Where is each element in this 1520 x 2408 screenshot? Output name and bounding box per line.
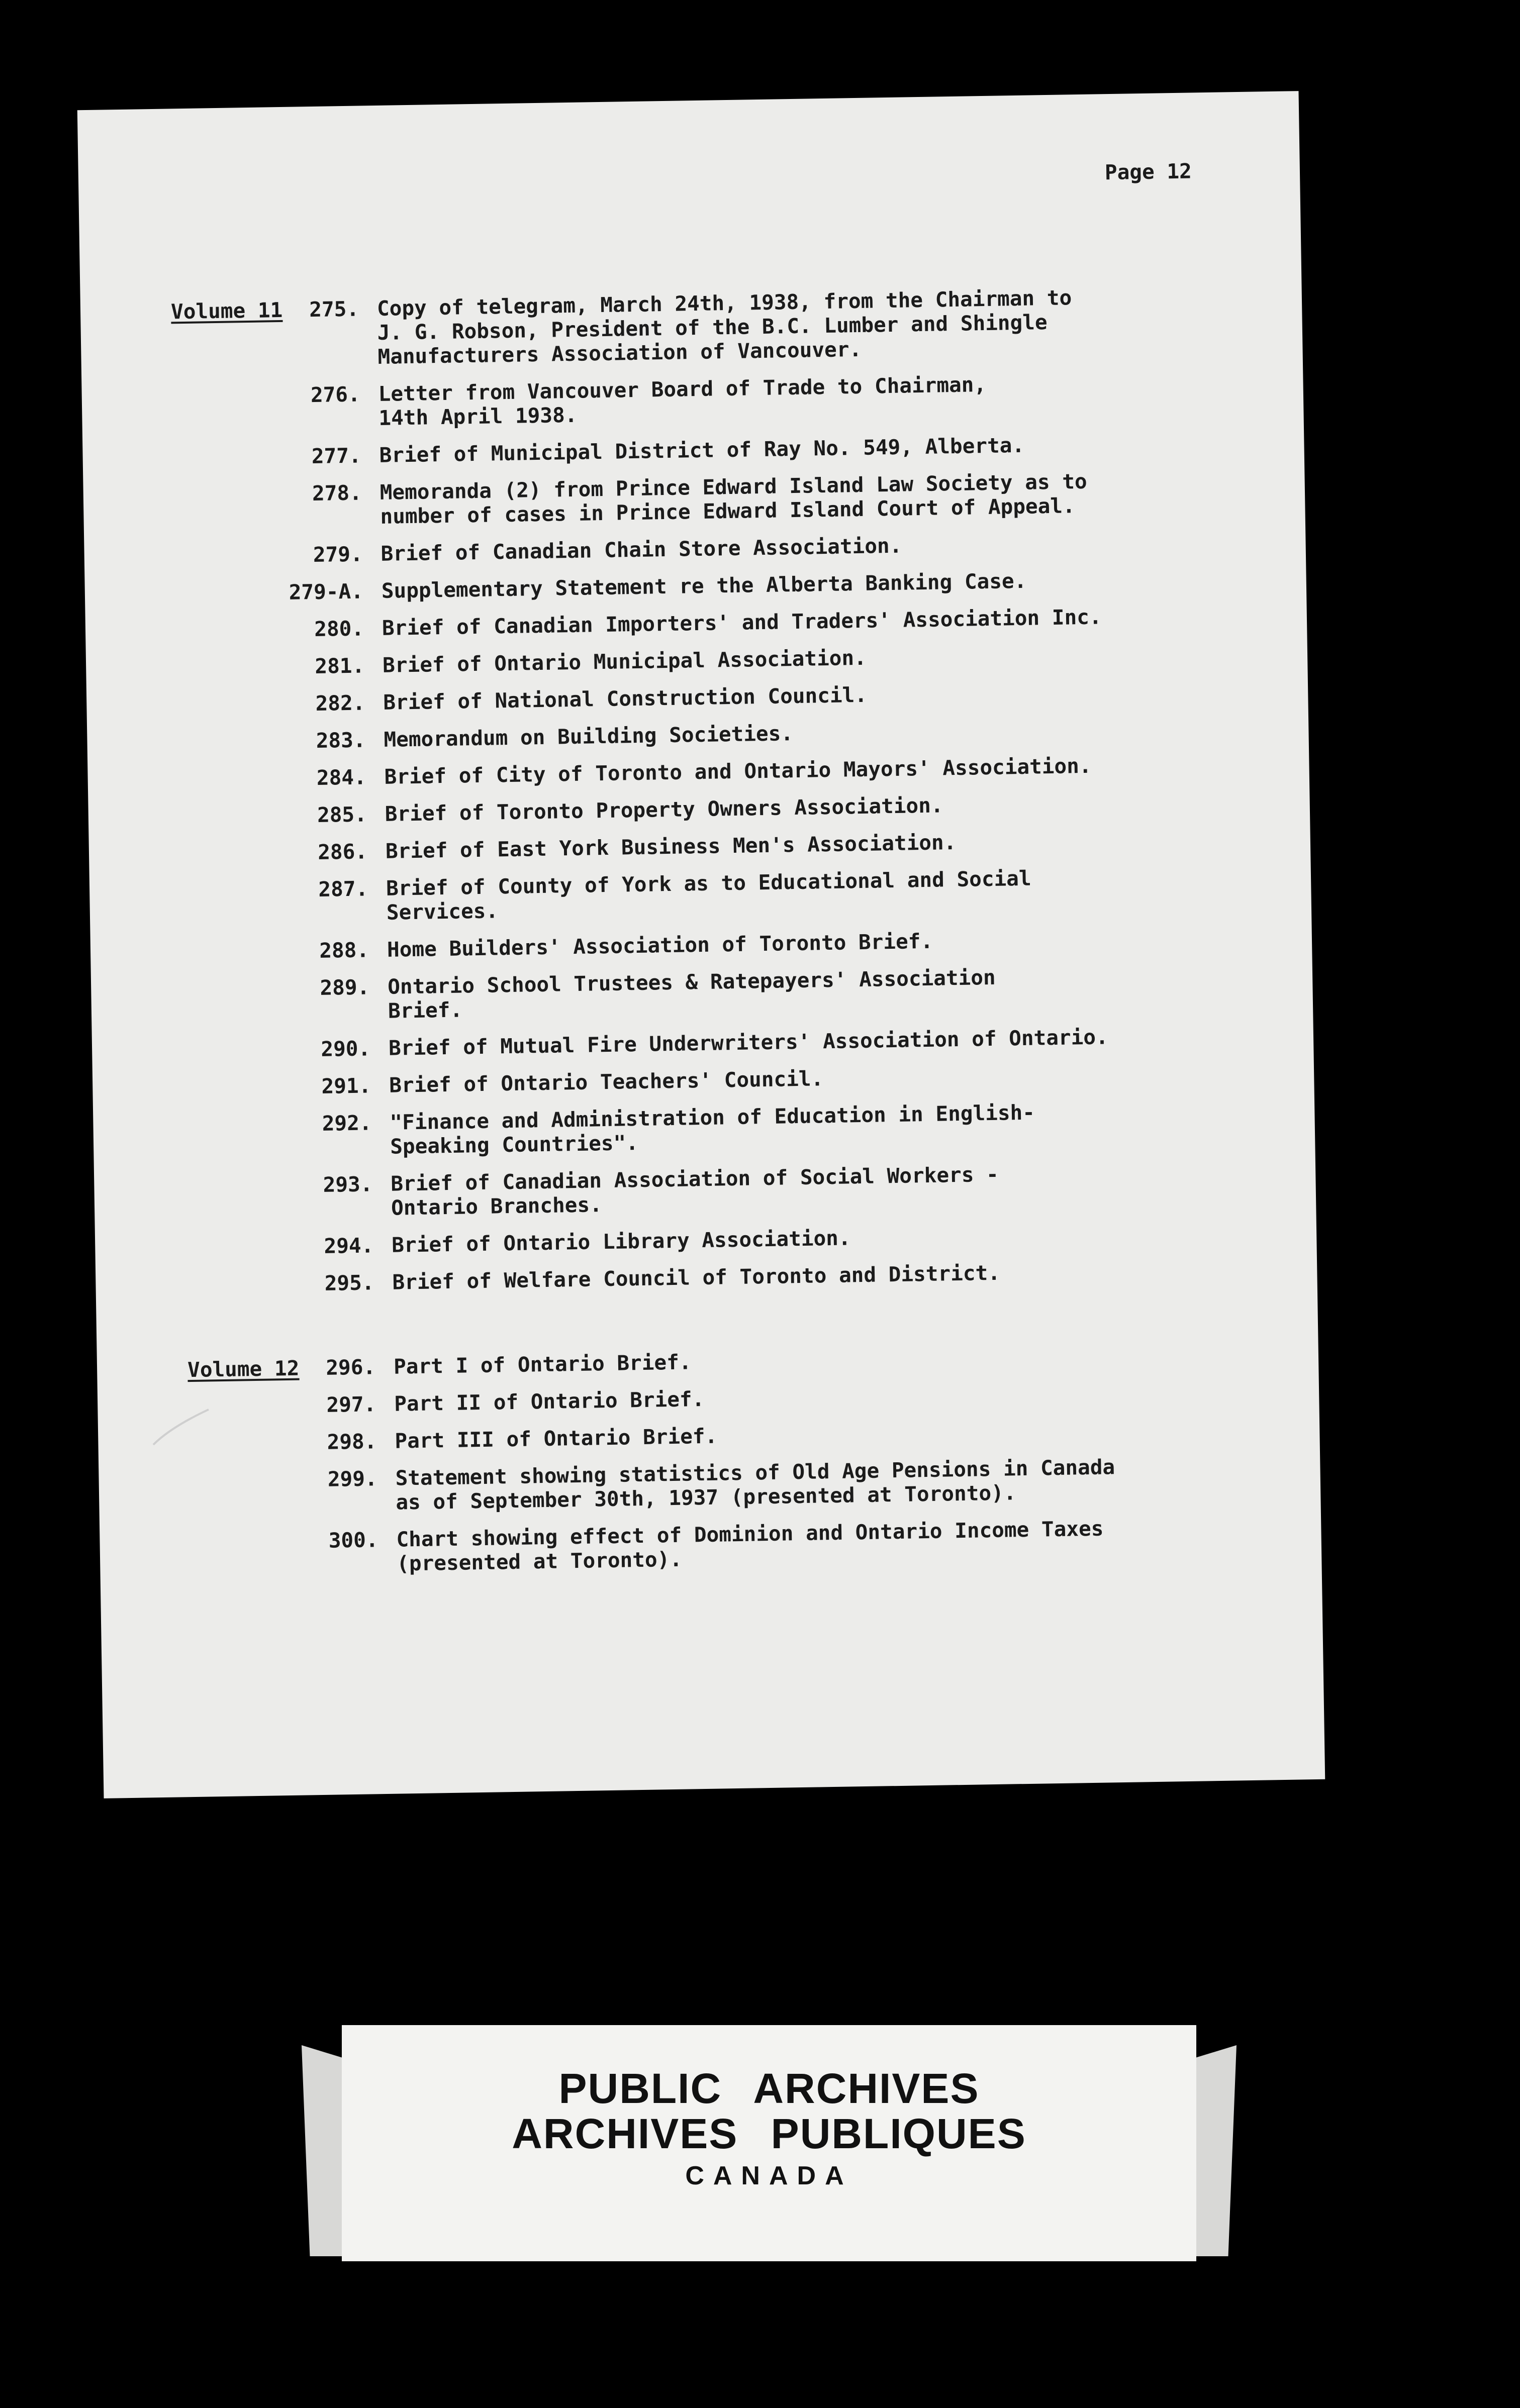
entry-description: Brief of East York Business Men's Association. bbox=[385, 830, 957, 863]
entry-number: 293. bbox=[323, 1172, 373, 1197]
entry-number: 286. bbox=[317, 839, 368, 864]
entry-description: Brief of Mutual Fire Underwriters' Association of Ontario. bbox=[388, 1025, 1109, 1060]
list-item bbox=[267, 369, 1223, 432]
entry-number: 297. bbox=[326, 1392, 376, 1417]
entry-number: 282. bbox=[315, 690, 365, 716]
entry-number: 285. bbox=[317, 802, 367, 827]
volume-11-entries bbox=[266, 283, 1237, 1296]
entry-description: Part III of Ontario Brief. bbox=[395, 1424, 718, 1453]
entry-number: 275. bbox=[309, 296, 359, 322]
list-item bbox=[278, 1060, 1234, 1099]
entry-description: Brief of Welfare Council of Toronto and District. bbox=[392, 1260, 1001, 1294]
entry-description: Brief of County of York as to Educational and Social Services. bbox=[386, 866, 1031, 925]
list-item bbox=[283, 1378, 1239, 1418]
entry-number: 296. bbox=[326, 1355, 376, 1380]
list-item bbox=[281, 1257, 1237, 1296]
list-item bbox=[283, 1341, 1239, 1380]
list-item bbox=[284, 1416, 1240, 1455]
entry-number: 291. bbox=[321, 1073, 371, 1098]
stamp-line-country: CANADA bbox=[685, 2161, 853, 2190]
entry-number: 278. bbox=[312, 480, 362, 506]
document-page bbox=[77, 91, 1325, 1798]
archives-stamp bbox=[302, 2025, 1237, 2261]
list-item bbox=[273, 751, 1229, 790]
list-item bbox=[278, 1023, 1233, 1062]
stamp-line-english: PUBLIC ARCHIVES bbox=[558, 2065, 980, 2112]
entry-description: Brief of City of Toronto and Ontario Mayors' Association. bbox=[384, 753, 1092, 789]
entry-number: 288. bbox=[319, 938, 369, 963]
entry-number: 280. bbox=[314, 616, 364, 642]
entry-list bbox=[170, 283, 1243, 1638]
list-item bbox=[286, 1514, 1241, 1577]
entry-description: Copy of telegram, March 24th, 1938, from the Chairman to J. G. Robson, President of the B.C. Lumber and Shingle Manufacturers Association of Vancouver. bbox=[376, 285, 1072, 369]
list-item bbox=[279, 1097, 1234, 1160]
entry-description: Part II of Ontario Brief. bbox=[394, 1387, 705, 1416]
entry-description: Brief of Canadian Association of Social Workers - Ontario Branches. bbox=[391, 1162, 999, 1220]
pencil-mark bbox=[151, 1407, 211, 1447]
list-item bbox=[270, 529, 1225, 568]
list-item bbox=[274, 788, 1229, 828]
list-item bbox=[271, 566, 1226, 605]
list-item bbox=[268, 430, 1224, 469]
list-item bbox=[269, 467, 1224, 531]
entry-number: 276. bbox=[310, 382, 361, 408]
entry-description: Brief of Ontario Municipal Association. bbox=[382, 645, 867, 677]
entry-description: Chart showing effect of Dominion and Ontario Income Taxes (presented at Toronto). bbox=[396, 1516, 1104, 1576]
entry-number: 298. bbox=[327, 1429, 377, 1454]
entry-number: 287. bbox=[318, 876, 368, 901]
stamp-line-french: ARCHIVES PUBLIQUES bbox=[512, 2110, 1026, 2157]
entry-description: Ontario School Trustees & Ratepayers' Association Brief. bbox=[387, 965, 996, 1023]
list-item bbox=[273, 714, 1228, 753]
entry-number: 290. bbox=[321, 1036, 371, 1061]
entry-description: "Finance and Administration of Education in English- Speaking Countries". bbox=[390, 1100, 1035, 1159]
entry-description: Brief of Municipal District of Ray No. 549, Alberta. bbox=[379, 433, 1025, 467]
list-item bbox=[272, 677, 1228, 716]
page-number: Page 12 bbox=[1104, 159, 1192, 185]
entry-number: 284. bbox=[316, 765, 367, 790]
entry-description: Home Builders' Association of Toronto Brief. bbox=[387, 929, 933, 962]
entry-number: 279-A. bbox=[289, 579, 364, 605]
entry-description: Brief of Canadian Chain Store Association. bbox=[381, 533, 902, 566]
entry-description: Brief of Toronto Property Owners Association. bbox=[385, 793, 943, 826]
entry-description: Brief of National Construction Council. bbox=[383, 682, 868, 715]
list-item bbox=[275, 826, 1230, 865]
list-item bbox=[275, 863, 1231, 926]
entry-number: 289. bbox=[320, 975, 370, 1000]
entry-description: Brief of Ontario Library Association. bbox=[391, 1226, 851, 1257]
entry-number: 279. bbox=[313, 542, 363, 567]
entry-description: Memoranda (2) from Prince Edward Island Law Society as to number of cases in Prince Edward Island Court of Appeal. bbox=[379, 469, 1087, 529]
entry-description: Part I of Ontario Brief. bbox=[393, 1350, 692, 1379]
volume-label: Volume 11 bbox=[170, 297, 283, 324]
entry-number: 295. bbox=[324, 1270, 374, 1295]
list-item bbox=[271, 603, 1227, 642]
entry-number: 292. bbox=[322, 1111, 372, 1136]
list-item bbox=[266, 283, 1222, 371]
entry-description: Brief of Canadian Importers' and Traders' Association Inc. bbox=[382, 605, 1102, 640]
entry-description: Supplementary Statement re the Alberta Banking Case. bbox=[381, 568, 1027, 603]
entry-number: 299. bbox=[327, 1466, 377, 1491]
entry-description: Brief of Ontario Teachers' Council. bbox=[389, 1066, 824, 1097]
list-item bbox=[276, 924, 1232, 963]
volume-label: Volume 12 bbox=[187, 1356, 300, 1382]
list-item bbox=[272, 640, 1227, 679]
entry-description: Letter from Vancouver Board of Trade to Chairman, 14th April 1938. bbox=[378, 372, 987, 430]
entry-number: 281. bbox=[315, 653, 365, 679]
entry-number: 277. bbox=[311, 443, 362, 469]
list-item bbox=[281, 1220, 1237, 1259]
list-item bbox=[284, 1453, 1240, 1516]
stamp-card bbox=[342, 2025, 1196, 2261]
entry-number: 294. bbox=[324, 1233, 374, 1258]
entry-description: Statement showing statistics of Old Age Pensions in Canada as of September 30th, 1937 (presented at Toronto). bbox=[395, 1455, 1115, 1515]
list-item bbox=[280, 1158, 1236, 1222]
volume-12-entries bbox=[283, 1341, 1242, 1577]
entry-number: 300. bbox=[328, 1528, 378, 1553]
volume-12-group bbox=[187, 1341, 1242, 1577]
volume-11-group bbox=[170, 283, 1237, 1296]
list-item bbox=[277, 961, 1232, 1025]
entry-number: 283. bbox=[316, 728, 366, 753]
entry-description: Memorandum on Building Societies. bbox=[384, 721, 794, 752]
